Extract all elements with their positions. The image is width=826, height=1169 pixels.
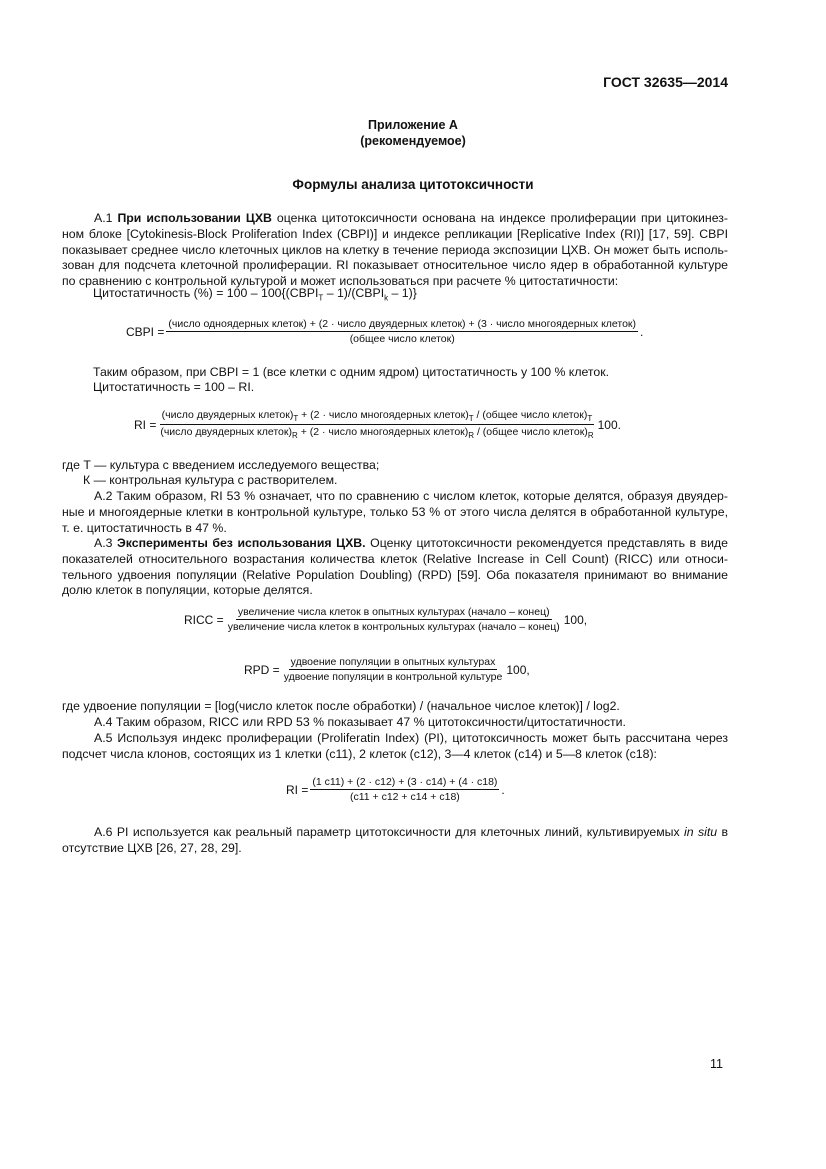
- paragraph-a1: А.1 При использовании ЦХВ оценка цитотоксичности основана на индексе пролиферации при цитокинез-ном блоке [Cytokinesis-Block Proliferation Index (CBPI)] и индексе репликации [Replicative Index (RI)] [17, 59]. CBPI показывает среднее число клеточных циклов на клетку в течение периода экспозиции ЦХВ. Он может быть исполь-зован для подсчета клеточной пролиферации. RI показывает относительное число ядер в обработанной культуре по сравнению с контрольной культурой и может использоваться при расчете % цитостатичности:: [62, 211, 729, 289]
- paragraph-a3: А.3 Эксперименты без использования ЦХВ. Оценку цитотоксичности рекомендуется представлять в виде показателей относительного возрастания количества клеток (Relative Increase in Cell Count) (RICC) или относи-тельного удвоения популяции (Relative Population Doubling) (RPD) [59]. Оба показателя принимают во внимание долю клеток в популяции, которые делятся.: [62, 536, 729, 598]
- paragraph-a4: А.4 Таким образом, RICC или RPD 53 % показывает 47 % цитотоксичности/цитостатичности.: [94, 715, 626, 729]
- standard-number: ГОСТ 32635—2014: [603, 74, 728, 90]
- paragraph-a5: А.5 Используя индекс пролиферации (Proliferatin Index) (PI), цитотоксичность может быть рассчитана через подсчет числа клонов, состоящих из 1 клетки (c11), 2 клеток (c12), 3—4 клеток (c14) и 5—8 клеток (c18):: [62, 731, 728, 761]
- page-number: 11: [710, 1057, 723, 1071]
- appendix-status: (рекомендуемое): [360, 134, 466, 148]
- cytostatic-ri: Цитостатичность = 100 – RI.: [93, 380, 255, 394]
- ri-formula: RI = (число двуядерных $клеток)_T + (2$ · число многоядерных $клеток)_T$ / (общее число $клеток)_T$ (число двуядерных $клеток)_R + (2$ · число многоядерных $клеток)_R$ / (общее число $клеток)_R$ 100.: [134, 409, 621, 441]
- ricc-formula: RICC = увеличение числа клеток в опытных культурах (начало – конец) увеличение числа клеток в контрольных культурах (начало – конец) 100,: [184, 606, 588, 633]
- section-title: Формулы анализа цитотоксичности: [292, 177, 534, 192]
- ri2-formula: RI = $\frac{(1 c11) + (2 \cdot c12) + (3 \cdot c14) + (4 \cdot c18)}{(c11 + c12 + c14 + c18)}$ .: [286, 776, 505, 803]
- where-t: где T — культура с введением исследуемого вещества;: [62, 458, 380, 472]
- paragraph-a2: А.2 Таким образом, RI 53 % означает, что по сравнению с числом клеток, которые делятся, образуя двуядер-ные и многоядерные клетки в контрольной культуре, только 53 % от этого числа делятся в обработанной культуре, т. е. цитостатичность в 47 %.: [62, 489, 728, 535]
- rpd-formula: RPD = $\frac{\text{удвоение популяции в опытных культурах}}{\text{удвоение популяции в контрольной культуре}}$ 100,: [244, 656, 530, 683]
- appendix-label: Приложение А: [368, 118, 458, 132]
- where-doubling: где удвоение популяции = [log(число клеток после обработки) / (начальное числое клеток)] / log2.: [62, 699, 620, 713]
- cbpi-note: Таким образом, при CBPI = 1 (все клетки с одним ядром) цитостатичность у 100 % клеток.: [93, 365, 610, 379]
- cytostatic-formula: Цитостатичность (%) = $100 - 100\{(CBPI_T$ – $1)/(CBPI_k - 1)$}: [93, 286, 417, 303]
- appendix-heading: [0, 117, 826, 149]
- paragraph-a6: А.6 PI используется как реальный параметр цитотоксичности для клеточных линий, культивируемых in situ в отсутствие ЦХВ [26, 27, 28, 29].: [62, 825, 728, 855]
- where-k: К — контрольная культура с растворителем.: [83, 473, 338, 487]
- cbpi-formula: CBPI = (число одноядерных клеток) + (2 · число двуядерных клеток) + (3 · число многоядерных клеток) (общее число клеток) .: [126, 318, 644, 345]
